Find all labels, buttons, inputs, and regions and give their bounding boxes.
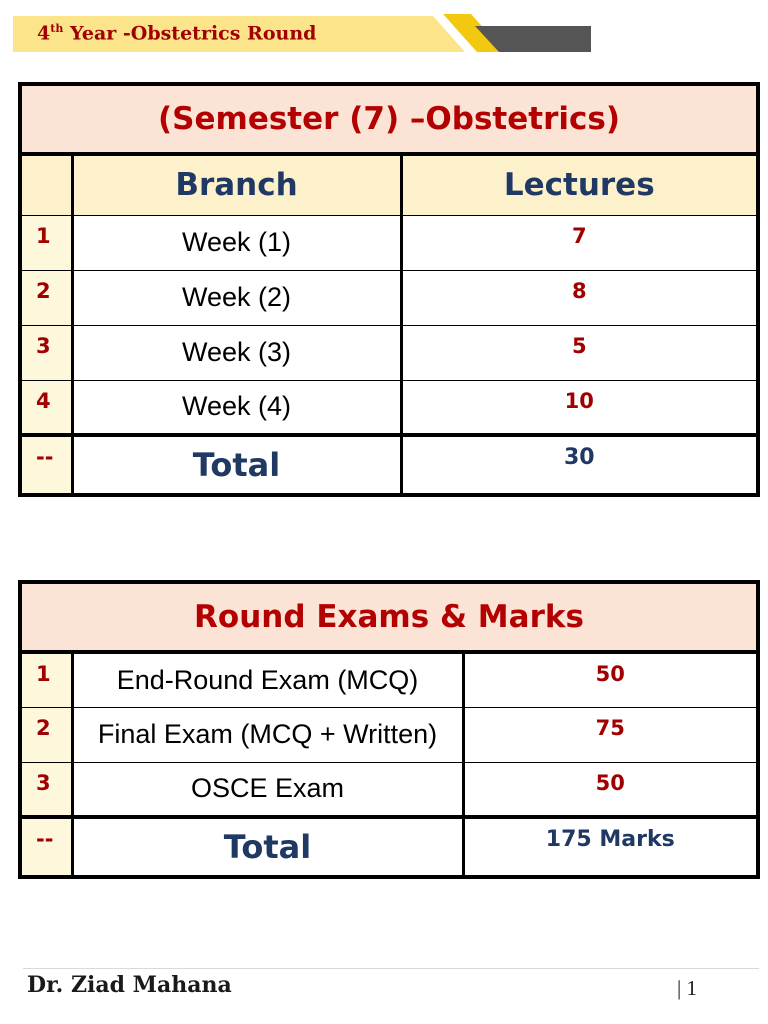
- exam-marks: 75: [463, 707, 758, 762]
- branch-cell: Week (1): [72, 215, 401, 270]
- lectures-title-row: [20, 84, 758, 154]
- footer-author: Dr. Ziad Mahana: [27, 972, 232, 998]
- page-header-title: [37, 22, 316, 44]
- header-branch: Branch: [72, 154, 401, 215]
- row-number: 2: [20, 270, 72, 325]
- row-number: 1: [20, 652, 72, 707]
- lectures-table-title: (Semester (7) –Obstetrics): [20, 84, 758, 154]
- branch-cell: Week (3): [72, 325, 401, 380]
- exam-marks: 50: [463, 652, 758, 707]
- page-number: | 1: [677, 976, 697, 1000]
- total-num: --: [20, 817, 72, 877]
- total-row: [20, 435, 758, 495]
- lectures-count: 7: [401, 215, 758, 270]
- exam-name: End-Round Exam (MCQ): [72, 652, 463, 707]
- exam-name: Final Exam (MCQ + Written): [72, 707, 463, 762]
- table-row: [20, 270, 758, 325]
- total-value: 30: [401, 435, 758, 495]
- exams-title-row: [20, 582, 758, 652]
- row-number: 3: [20, 762, 72, 817]
- branch-cell: Week (2): [72, 270, 401, 325]
- table-row: [20, 652, 758, 707]
- table-row: [20, 707, 758, 762]
- footer-divider: [23, 968, 759, 969]
- header-lectures: Lectures: [401, 154, 758, 215]
- lectures-header-row: [20, 154, 758, 215]
- row-number: 4: [20, 380, 72, 435]
- header-banner: [13, 14, 493, 52]
- branch-cell: Week (4): [72, 380, 401, 435]
- table-row: [20, 380, 758, 435]
- lectures-count: 10: [401, 380, 758, 435]
- row-number: 1: [20, 215, 72, 270]
- exams-table-title: Round Exams & Marks: [20, 582, 758, 652]
- exams-table: [18, 580, 760, 879]
- lectures-table: [18, 82, 760, 497]
- exam-marks: 50: [463, 762, 758, 817]
- lectures-count: 8: [401, 270, 758, 325]
- table-row: [20, 762, 758, 817]
- header-num-cell: [20, 154, 72, 215]
- total-label: Total: [72, 435, 401, 495]
- header-title-sup: th: [50, 22, 64, 35]
- table-row: [20, 215, 758, 270]
- row-number: 2: [20, 707, 72, 762]
- total-value: 175 Marks: [463, 817, 758, 877]
- lectures-count: 5: [401, 325, 758, 380]
- exam-name: OSCE Exam: [72, 762, 463, 817]
- row-number: 3: [20, 325, 72, 380]
- header-title-rest: Year -Obstetrics Round: [63, 22, 317, 45]
- table-row: [20, 325, 758, 380]
- total-row: [20, 817, 758, 877]
- header-title-prefix: 4: [37, 22, 51, 45]
- total-label: Total: [72, 817, 463, 877]
- total-num: --: [20, 435, 72, 495]
